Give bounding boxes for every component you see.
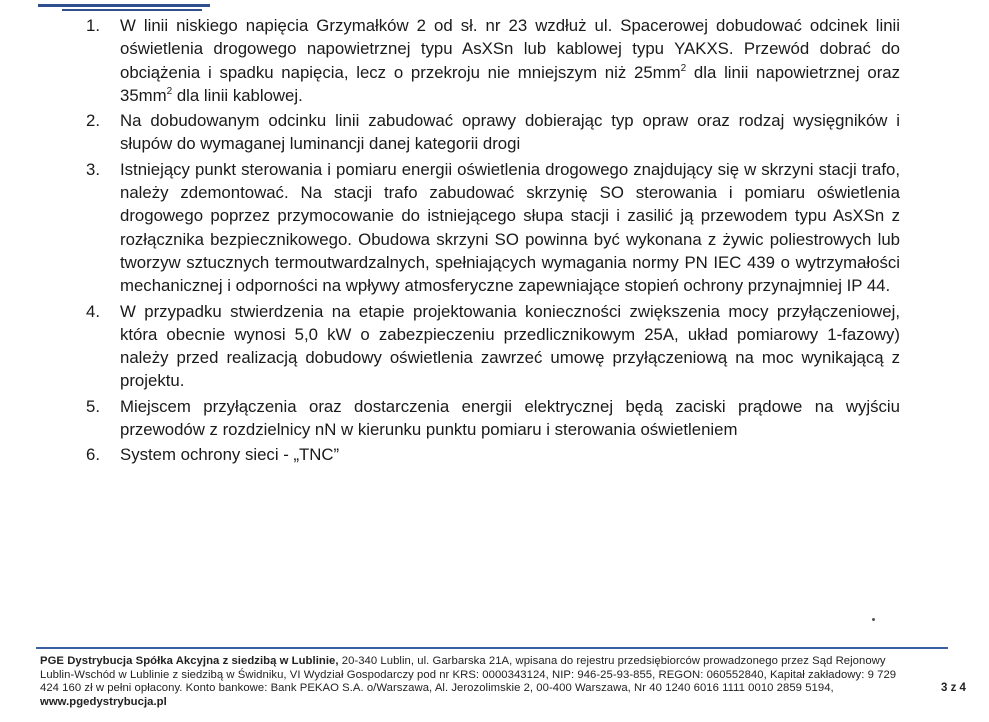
list-item-number: 5. [86, 396, 100, 416]
footer-company-info [40, 655, 910, 709]
page-number: 3 z 4 [941, 682, 966, 694]
footer-company-name: PGE Dystrybucja Spółka Akcyjna z siedzibą w Lublinie, [40, 655, 339, 667]
list-item [80, 395, 900, 442]
list-item-number: 3. [86, 159, 100, 179]
superscript-2: 2 [166, 85, 173, 97]
list-item [80, 14, 900, 107]
list-item [80, 109, 900, 156]
list-item-text: W przypadku stwierdzenia na etapie projektowania konieczności zwiększenia mocy przyłączeniowej, która obecnie wynosi 5,0 kW o zabezpieczeniu przedlicznikowym 25A, układ pomiarowy 1-fazowy) należy przed realizacją dobudowy oświetlenia zawrzeć umowę przyłączeniową na moc wynikającą z projektu. [120, 301, 900, 391]
list-item-text-continued: dla linii napowietrznej oraz 35mm [120, 62, 900, 105]
footer-rule [36, 647, 948, 649]
scan-dot [872, 618, 875, 621]
list-item-text: Miejscem przyłączenia oraz dostarczenia energii elektrycznej będą zaciski prądowe na wyjściu przewodów z rozdzielnicy nN w kierunku punktu pomiaru i sterowania oświetleniem [120, 396, 900, 440]
footer-company-details: 20-340 Lublin, ul. Garbarska 21A, wpisana do rejestru przedsiębiorców prowadzonego przez Sąd Rejonowy Lublin-Wschód w Lublinie z siedzibą w Świdniku, VI Wydział Gospodarczy pod nr KRS: 0000343124, NIP: 946-25-93-855, REGON: 060552840, Kapitał zakładowy: 9 729 424 160 zł w pełni opłacony. Konto bankowe: Bank PEKAO S.A. o/Warszawa, Al. Jerozolimskie 2, 00-400 Warszawa, Nr 40 1240 6016 1111 0010 2859 5194, [40, 655, 897, 695]
list-item [80, 158, 900, 298]
conditions-list [80, 14, 900, 469]
superscript-2: 2 [680, 62, 687, 74]
list-item-text: System ochrony sieci - „TNC” [120, 445, 340, 465]
list-item-text: Istniejący punkt sterowania i pomiaru energii oświetlenia drogowego znajdujący się w skrzyni stacji trafo, należy zdemontować. Na stacji trafo zabudować skrzynię SO sterowania i pomiaru oświetlenia drogowego poprzez przymocowanie do istniejącego słupa stacji i zasilić ją przewodem typu AsXSn z rozłącznika bezpiecznikowego. Obudowa skrzyni SO powinna być wykonana z żywic poliestrowych lub tworzyw sztucznych termoutwardzalnych, spełniających wymagania normy PN IEC 439 o wytrzymałości mechanicznej i odporności na wpływy atmosferyczne zapewniające stopień ochrony przynajmniej IP 44. [120, 159, 900, 296]
list-item-number: 1. [86, 16, 100, 35]
top-decorative-rule-secondary [62, 9, 202, 11]
list-item-text: W linii niskiego napięcia Grzymałków 2 od sł. nr 23 wzdłuż ul. Spacerowej dobudować odcinek linii oświetlenia drogowego napowietrznej typu AsXSn lub kablowej typu YAKXS. Przewód dobrać do obciążenia i spadku napięcia, lecz o przekroju nie mniejszym niż 25mm [120, 16, 900, 82]
list-item [80, 443, 900, 466]
list-item-number: 6. [86, 445, 100, 465]
list-item [80, 300, 900, 393]
list-item-number: 4. [86, 301, 100, 321]
footer-website-link[interactable]: www.pgedystrybucja.pl [40, 695, 167, 708]
list-item-text-end: dla linii kablowej. [172, 85, 303, 105]
list-item-text: Na dobudowanym odcinku linii zabudować oprawy dobierając typ opraw oraz rodzaj wysięgników i słupów do wymaganej luminancji danej kategorii drogi [120, 111, 900, 154]
top-decorative-rule [38, 4, 210, 7]
list-item-number: 2. [86, 111, 100, 131]
